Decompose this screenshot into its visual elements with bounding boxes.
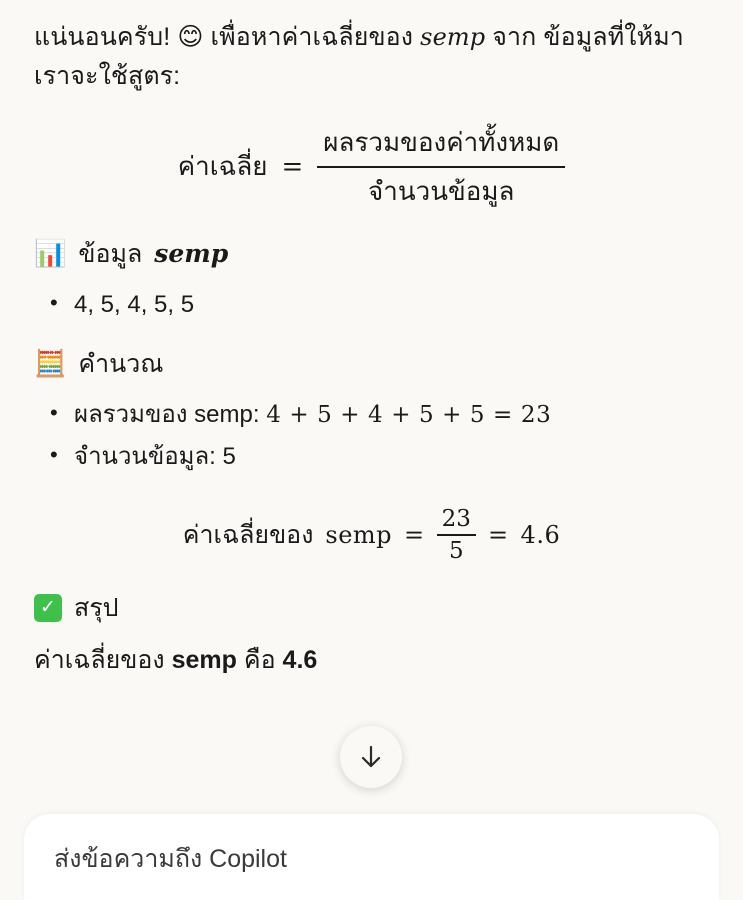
result-lhs: ค่าเฉลี่ยของ xyxy=(182,520,314,549)
calc-item-colon: : xyxy=(252,400,260,428)
data-section-heading xyxy=(34,234,709,274)
result-denominator: 5 xyxy=(448,537,464,564)
calc-item-label: จำนวนข้อมูล: xyxy=(74,442,216,470)
scroll-to-bottom-button[interactable] xyxy=(340,726,402,788)
intro-text-pre: แน่นอนครับ! xyxy=(34,23,171,51)
summary-text xyxy=(34,642,709,680)
list-item: • 4, 5, 4, 5, 5 xyxy=(70,284,709,326)
intro-paragraph xyxy=(34,18,709,96)
check-mark-icon: ✓ xyxy=(34,594,62,622)
summary-heading xyxy=(34,588,709,628)
list-item xyxy=(70,436,709,478)
calc-item-label: ผลรวมของ xyxy=(74,400,188,428)
calc-item-variable: semp xyxy=(194,400,253,428)
formula-denominator: จำนวนข้อมูล xyxy=(368,175,515,206)
formula-numerator: ผลรวมของค่าทั้งหมด xyxy=(323,126,560,157)
summary-text-mid: คือ xyxy=(243,645,276,674)
formula-lhs: ค่าเฉลี่ย xyxy=(177,151,268,181)
calc-list xyxy=(34,394,709,478)
summary-value: 4.6 xyxy=(282,645,318,674)
abacus-icon: 🧮 xyxy=(34,348,67,379)
message-input[interactable] xyxy=(52,844,612,875)
calc-item-math: 4 + 5 + 4 + 5 + 5 = 23 xyxy=(266,401,552,428)
data-list xyxy=(34,284,709,326)
result-variable: semp xyxy=(325,520,393,549)
summary-label: สรุป xyxy=(74,593,119,622)
formula-equals: = xyxy=(281,151,304,182)
list-item xyxy=(70,394,709,436)
message-composer[interactable] xyxy=(24,814,719,900)
result-formula xyxy=(34,506,709,564)
result-value: 4.6 xyxy=(520,520,561,549)
result-numerator: 23 xyxy=(441,505,471,532)
result-equals: = xyxy=(404,520,425,549)
intro-variable: semp xyxy=(420,23,486,51)
formula-fraction xyxy=(317,122,565,212)
calc-section-heading xyxy=(34,344,709,384)
arrow-down-icon xyxy=(358,743,384,771)
intro-text-line2: ข้อมูลที่ให้มา เราจะใช้สูตร: xyxy=(34,23,684,90)
smiling-face-emoji: 😊 xyxy=(177,22,204,51)
bar-chart-icon: 📊 xyxy=(34,238,67,269)
data-section-label: ข้อมูล xyxy=(78,239,143,268)
intro-text-mid: เพื่อหาค่าเฉลี่ยของ xyxy=(210,23,414,51)
result-fraction xyxy=(437,506,476,564)
calc-section-label: คำนวณ xyxy=(78,349,164,378)
intro-text-post: จาก xyxy=(492,23,537,51)
calc-item-math: 5 xyxy=(222,442,236,470)
summary-variable: semp xyxy=(171,645,237,674)
average-formula xyxy=(34,122,709,212)
data-section-variable: semp xyxy=(154,239,229,268)
summary-text-pre: ค่าเฉลี่ยของ xyxy=(34,645,165,674)
result-equals-2: = xyxy=(487,520,509,549)
